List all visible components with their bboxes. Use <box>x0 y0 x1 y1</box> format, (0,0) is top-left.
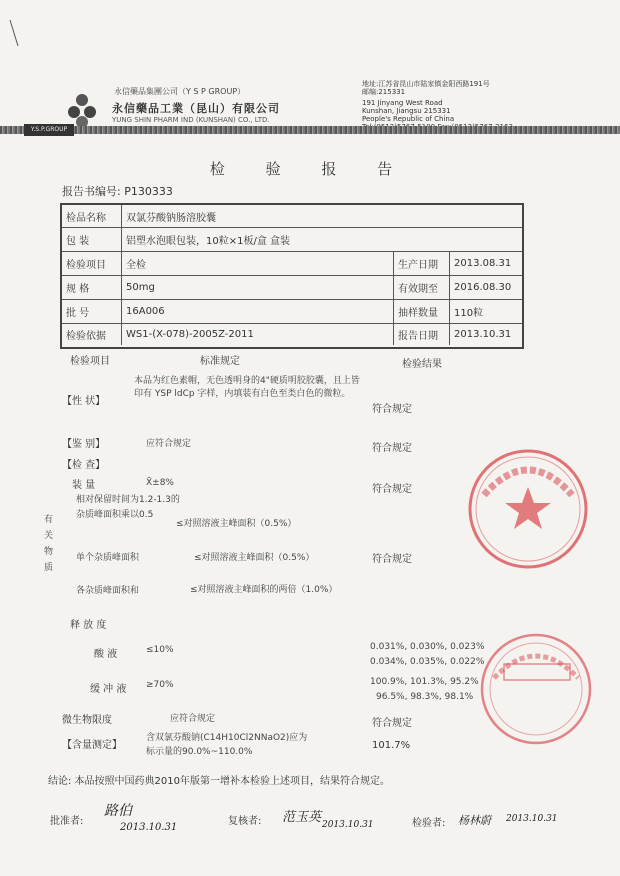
report-title: 检 验 报 告 <box>209 160 411 178</box>
label-test-item: 检验项目 <box>62 251 122 275</box>
label-package: 包 装 <box>62 227 122 251</box>
assay-label: 【含量测定】 <box>62 740 122 751</box>
appearance-result: 符合规定 <box>372 404 412 415</box>
company-name-en: YUNG SHIN PHARM IND (KUNSHAN) CO., LTD. <box>112 116 270 124</box>
label-expiry: 有效期至 <box>394 275 450 299</box>
inspector-label: 检验者: <box>412 818 446 829</box>
value-prod-date: 2013.08.31 <box>454 257 512 269</box>
loading-label: 装 量 <box>72 480 96 491</box>
report-number: 报告书编号: P130333 <box>62 185 173 198</box>
value-batch: 16A006 <box>122 299 394 323</box>
micro-label: 微生物限度 <box>62 715 112 726</box>
acid-standard: ≤10% <box>146 645 174 655</box>
acid-label: 酸 液 <box>94 649 118 660</box>
loading-result: 符合规定 <box>372 484 412 495</box>
identification-standard: 应符合规定 <box>146 439 192 449</box>
label-prod-date: 生产日期 <box>394 251 450 275</box>
assay-standard-1: 含双氯芬酸钠(C14H10Cl2NNaO2)应为 <box>146 733 308 743</box>
col-standard: 标准规定 <box>200 356 240 367</box>
total-impurity-label: 各杂质峰面积和 <box>76 586 140 596</box>
label-batch: 批 号 <box>62 299 122 323</box>
value-sample-qty: 110粒 <box>454 307 484 319</box>
header-band <box>0 126 620 134</box>
label-report-date: 报告日期 <box>394 323 450 345</box>
value-package: 铝塑水泡眼包装，10粒×1板/盒 盒装 <box>126 235 291 247</box>
buffer-standard: ≥70% <box>146 680 174 690</box>
company-seal-stamp <box>462 445 594 573</box>
col-item: 检验项目 <box>70 356 110 367</box>
identification-result: 符合规定 <box>372 443 412 454</box>
value-expiry: 2016.08.30 <box>454 281 512 293</box>
buffer-label: 缓 冲 液 <box>90 684 127 695</box>
acid-result-1: 0.031%, 0.030%, 0.023% <box>370 642 485 652</box>
inspector-date: 2013.10.31 <box>506 814 558 824</box>
reviewer-signature: 范玉英 <box>282 810 322 825</box>
approver-signature: 路伯 <box>104 803 132 819</box>
appearance-label: 【性 状】 <box>62 396 106 407</box>
value-product: 双氯芬酸钠肠溶胶囊 <box>126 212 216 224</box>
label-sample-qty: 抽样数量 <box>394 299 450 323</box>
label-basis: 检验依据 <box>62 323 122 345</box>
rrt-standard: ≤对照溶液主峰面积（0.5%） <box>176 519 297 529</box>
buffer-result-1: 100.9%, 101.3%, 95.2% <box>370 677 479 687</box>
value-report-date: 2013.10.31 <box>454 328 512 340</box>
value-test-item: 全检 <box>122 251 394 275</box>
buffer-result-2: 96.5%, 98.3%, 98.1% <box>376 692 474 702</box>
single-impurity-result: 符合规定 <box>372 554 412 565</box>
qc-seal-stamp <box>476 630 596 748</box>
single-impurity-label: 单个杂质峰面积 <box>76 553 140 563</box>
info-table <box>60 203 524 349</box>
reviewer-date: 2013.10.31 <box>322 820 374 830</box>
reviewer-label: 复核者: <box>228 816 262 827</box>
value-basis: WS1-(X-078)-2005Z-2011 <box>122 323 394 345</box>
pen-mark <box>8 18 20 48</box>
inspector-signature: 杨林蔚 <box>458 814 491 827</box>
address-block: 地址:江苏省昆山市陆家镇金阳西路191号 邮编:215331 191 Jinyang West Road Kunshan, Jiangsu 215331 People's Republic of China <box>362 80 490 123</box>
loading-standard: X̄±8% <box>146 478 174 488</box>
assay-standard-2: 标示量的90.0%~110.0% <box>146 747 253 757</box>
label-spec: 规 格 <box>62 275 122 299</box>
single-impurity-standard: ≤对照溶液主峰面积（0.5%） <box>194 553 315 563</box>
col-result: 检验结果 <box>402 359 442 370</box>
rrt-label: 相对保留时间为1.2-1.3的杂质峰面积乘以0.5 <box>76 495 180 520</box>
assay-result: 101.7% <box>372 740 411 751</box>
group-name: 永信藥品集團公司（Y S P GROUP） <box>114 87 246 96</box>
approver-date: 2013.10.31 <box>120 822 178 833</box>
dissolution-label: 释 放 度 <box>70 620 107 631</box>
total-impurity-standard: ≤对照溶液主峰面积的两倍（1.0%） <box>190 585 338 595</box>
micro-standard: 应符合规定 <box>170 714 216 724</box>
micro-result: 符合规定 <box>372 718 412 729</box>
value-spec: 50mg <box>122 275 394 299</box>
conclusion: 结论: 本品按照中国药典2010年版第一增补本检验上述项目，结果符合规定。 <box>48 776 390 787</box>
identification-label: 【鉴 别】 <box>62 439 106 450</box>
label-product: 检品名称 <box>62 205 122 227</box>
group-tag: Y.S.P.GROUP <box>24 124 74 136</box>
acid-result-2: 0.034%, 0.035%, 0.022% <box>370 657 485 667</box>
check-label: 【检 查】 <box>62 460 106 471</box>
related-substances-side-label: 有关物质 <box>44 515 54 573</box>
approver-label: 批准者: <box>50 816 84 827</box>
appearance-standard: 本品为红色素帽，无色透明身的4"硬质明胶胶囊，且上皆印有 YSP ldCp 字样，内填装有白色至类白色的微粒。 <box>134 376 360 399</box>
company-name-cn: 永信藥品工業（昆山）有限公司 <box>112 102 280 115</box>
